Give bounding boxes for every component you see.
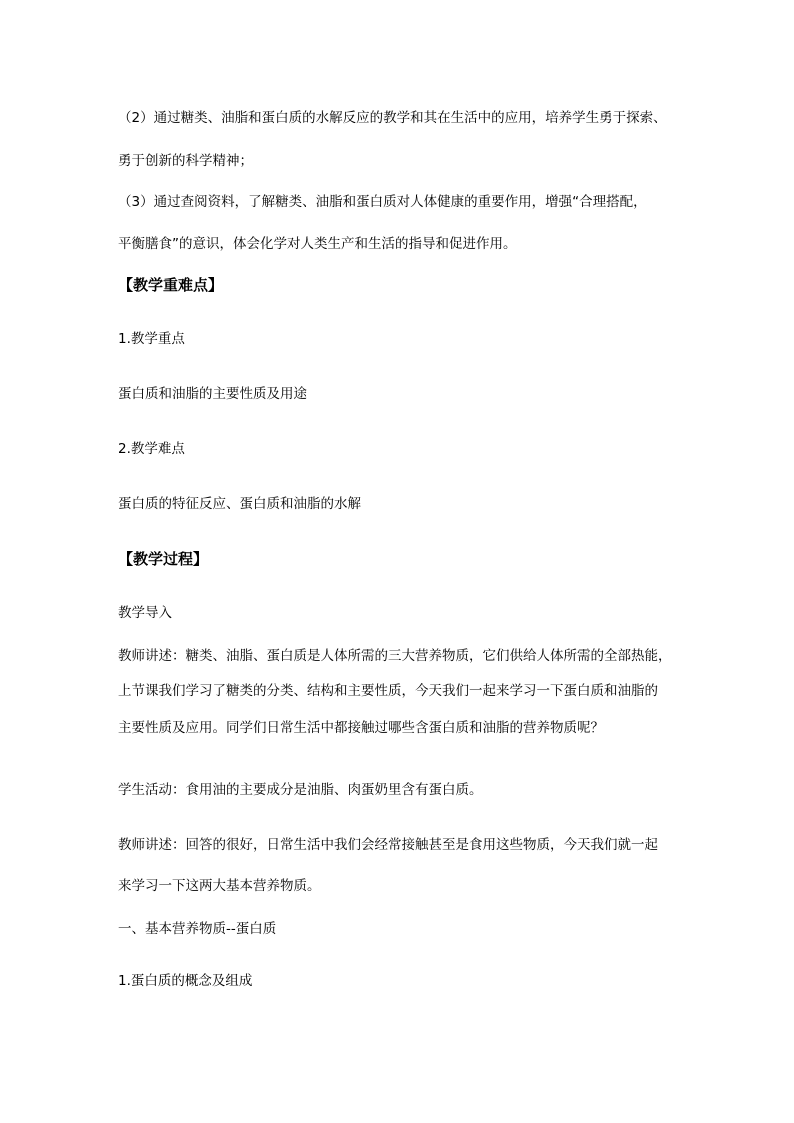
intro-label: 教学导入 [118,605,172,621]
teacher-intro-line-3: 主要性质及应用。同学们日常生活中都接触过哪些含蛋白质和油脂的营养物质呢？ [118,720,604,736]
protein-concept-heading: 1.蛋白质的概念及组成 [118,973,253,989]
teacher-intro-line-1: 教师讲述：糖类、油脂、蛋白质是人体所需的三大营养物质，它们供给人体所需的全部热能， [118,648,672,664]
teacher-intro-line-2: 上节课我们学习了糖类的分类、结构和主要性质，今天我们一起来学习一下蛋白质和油脂的 [118,683,658,699]
objective-3-line-1: （3）通过查阅资料，了解糖类、油脂和蛋白质对人体健康的重要作用，增强“合理搭配， [118,194,647,210]
objective-3-line-2: 平衡膳食”的意识，体会化学对人类生产和生活的指导和促进作用。 [118,236,517,252]
key-point-label: 1.教学重点 [118,331,185,347]
student-activity: 学生活动：食用油的主要成分是油脂、肉蛋奶里含有蛋白质。 [118,782,483,798]
subsection-heading-protein: 一、基本营养物质--蛋白质 [118,921,277,937]
section-heading-process: 【教学过程】 [118,550,209,568]
objective-2-line-1: （2）通过糖类、油脂和蛋白质的水解反应的教学和其在生活中的应用，培养学生勇于探索、 [118,110,667,126]
teacher-response-line-1: 教师讲述：回答的很好，日常生活中我们会经常接触甚至是食用这些物质，今天我们就一起 [118,837,658,853]
difficult-point-label: 2.教学难点 [118,441,185,457]
section-heading-key-points: 【教学重难点】 [118,276,224,294]
key-point-text: 蛋白质和油脂的主要性质及用途 [118,386,307,402]
difficult-point-text: 蛋白质的特征反应、蛋白质和油脂的水解 [118,496,361,512]
objective-2-line-2: 勇于创新的科学精神； [118,153,253,169]
teacher-response-line-2: 来学习一下这两大基本营养物质。 [118,878,321,894]
